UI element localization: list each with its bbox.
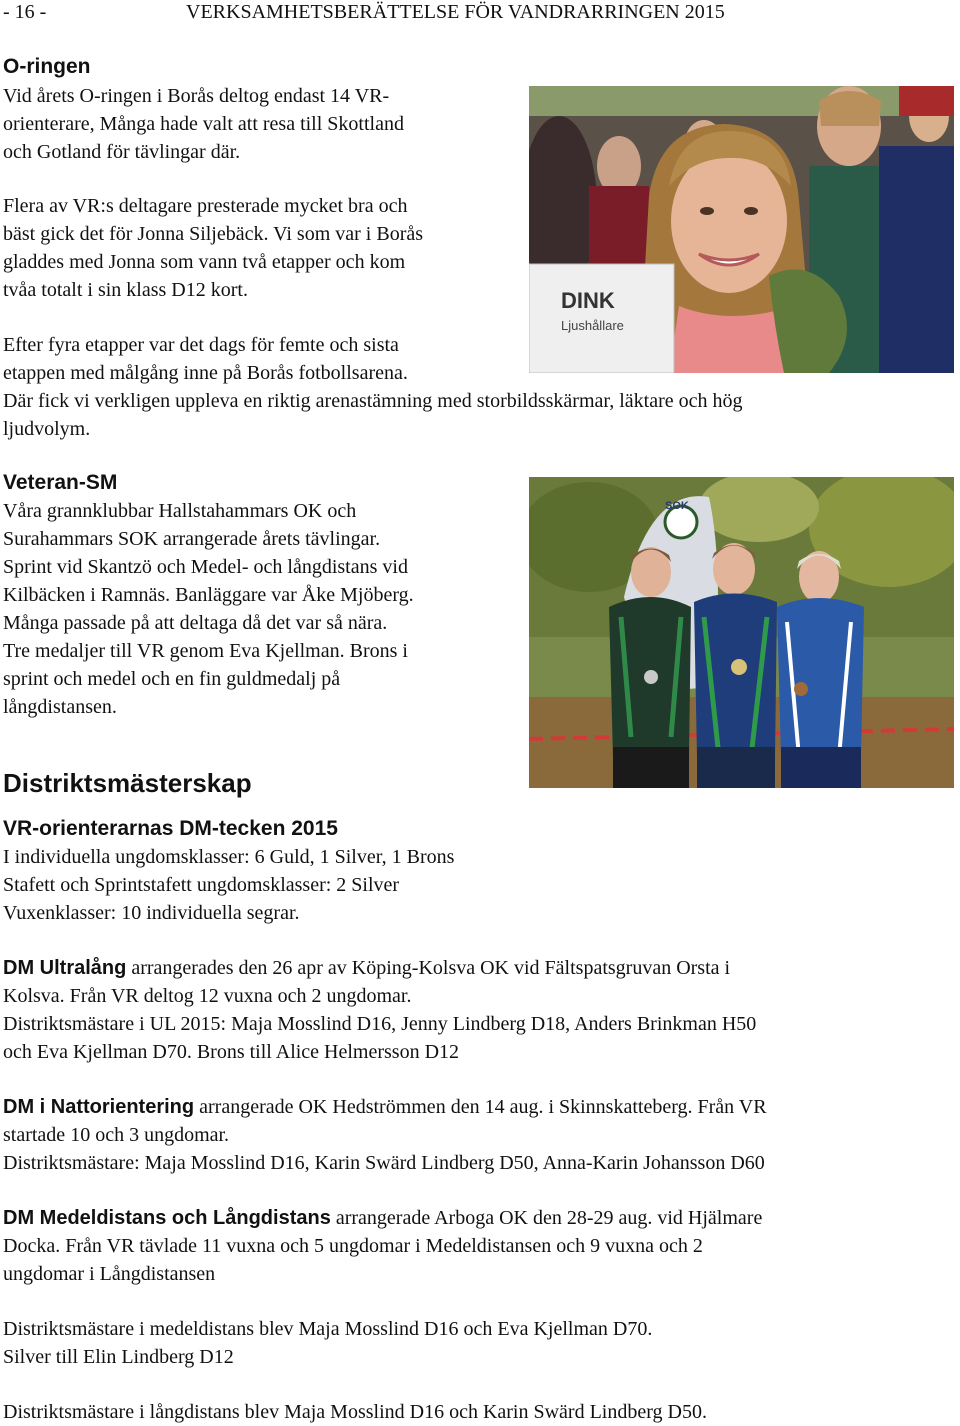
text-line: etappen med målgång inne på Borås fotbollsarena. [3,362,408,384]
text-span: arrangerade OK Hedströmmen den 14 aug. i Skinnskatteberg. Från VR [194,1096,767,1118]
text-span: arrangerades den 26 apr av Köping-Kolsva OK vid Fältspatsgruvan Orsta i [126,957,731,979]
text-line: sprint och medel och en fin guldmedalj på [3,668,341,690]
text-line: Kilbäcken i Ramnäs. Banläggare var Åke Mjöberg. [3,584,414,606]
text-span: arrangerade Arboga OK den 28-29 aug. vid Hjälmare [330,1207,763,1229]
text-line [3,1093,767,1121]
oringen-photo [529,86,954,373]
text-line: startade 10 och 3 ungdomar. [3,1124,230,1146]
dm-tecken-heading: VR-orienterarnas DM-tecken 2015 [3,817,338,840]
dm-heading: Distriktsmästerskap [3,768,252,798]
text-line: tvåa totalt i sin klass D12 kort. [3,279,248,301]
text-line: Vuxenklasser: 10 individuella segrar. [3,902,300,924]
text-line: Surahammars SOK arrangerade årets tävlingar. [3,528,381,550]
text-line [3,954,756,982]
text-line: Flera av VR:s deltagare presterade mycket bra och [3,195,408,217]
dm-tecken-list [3,843,454,927]
oringen-heading: O-ringen [3,55,91,78]
flag-label: SOK [665,500,689,512]
oringen-paragraph-2 [3,192,423,304]
dm-medel-paragraph [3,1204,762,1288]
text-line: Tre medaljer till VR genom Eva Kjellman. Brons i [3,640,408,662]
dm-ultralang-paragraph [3,954,756,1066]
text-line: Sprint vid Skantzö och Medel- och långdistans vid [3,556,408,578]
text-line: Distriktsmästare i UL 2015: Maja Mosslind D16, Jenny Lindberg D18, Anders Brinkman H50 [3,1013,757,1035]
dm-medel-title: DM Medeldistans och Långdistans [3,1207,331,1229]
veteran-paragraph [3,497,414,721]
text-line: långdistansen. [3,696,117,718]
text-line: ljudvolym. [3,418,91,440]
oringen-paragraph-1 [3,82,404,166]
text-line: och Gotland för tävlingar där. [3,141,241,163]
dm-natt-paragraph [3,1093,767,1177]
box-label-dink: DINK [561,288,615,313]
running-title: VERKSAMHETSBERÄTTELSE FÖR VANDRARRINGEN 2015 [186,1,725,23]
dm-lang-winners: Distriktsmästare i långdistans blev Maja Mosslind D16 och Karin Swärd Lindberg D50. [3,1401,707,1423]
text-line: Stafett och Sprintstafett ungdomsklasser: 2 Silver [3,874,400,896]
text-line: Distriktsmästare i medeldistans blev Maja Mosslind D16 och Eva Kjellman D70. [3,1318,653,1340]
veteran-heading: Veteran-SM [3,471,118,494]
box-label-sub: Ljushållare [561,318,624,333]
text-line: I individuella ungdomsklasser: 6 Guld, 1 Silver, 1 Brons [3,846,455,868]
text-line: Kolsva. Från VR deltog 12 vuxna och 2 ungdomar. [3,985,412,1007]
veteran-photo [529,477,954,788]
text-line: och Eva Kjellman D70. Brons till Alice Helmersson D12 [3,1041,460,1063]
text-line: Docka. Från VR tävlade 11 vuxna och 5 ungdomar i Medeldistansen och 9 vuxna och 2 [3,1235,703,1257]
text-line: orienterare, Många hade valt att resa till Skottland [3,113,404,135]
page-number: - 16 - [3,1,47,23]
text-line: ungdomar i Långdistansen [3,1263,216,1285]
dm-ultralang-title: DM Ultralång [3,957,127,979]
text-line: Vid årets O-ringen i Borås deltog endast 14 VR- [3,85,390,107]
dm-medel-winners [3,1315,652,1371]
text-line: Där fick vi verkligen uppleva en riktig arenastämning med storbildsskärmar, läktare och hög [3,390,743,412]
text-line: Många passade på att deltaga då det var så nära. [3,612,388,634]
text-line: Efter fyra etapper var det dags för femte och sista [3,334,399,356]
text-line: bäst gick det för Jonna Siljebäck. Vi som var i Borås [3,223,424,245]
text-line: gladdes med Jonna som vann två etapper och kom [3,251,406,273]
dm-natt-title: DM i Nattorientering [3,1096,195,1118]
page-header [3,0,725,24]
text-line: Våra grannklubbar Hallstahammars OK och [3,500,357,522]
text-line [3,1204,762,1232]
text-line: Distriktsmästare: Maja Mosslind D16, Karin Swärd Lindberg D50, Anna-Karin Johansson D60 [3,1152,765,1174]
text-line: Silver till Elin Lindberg D12 [3,1346,234,1368]
